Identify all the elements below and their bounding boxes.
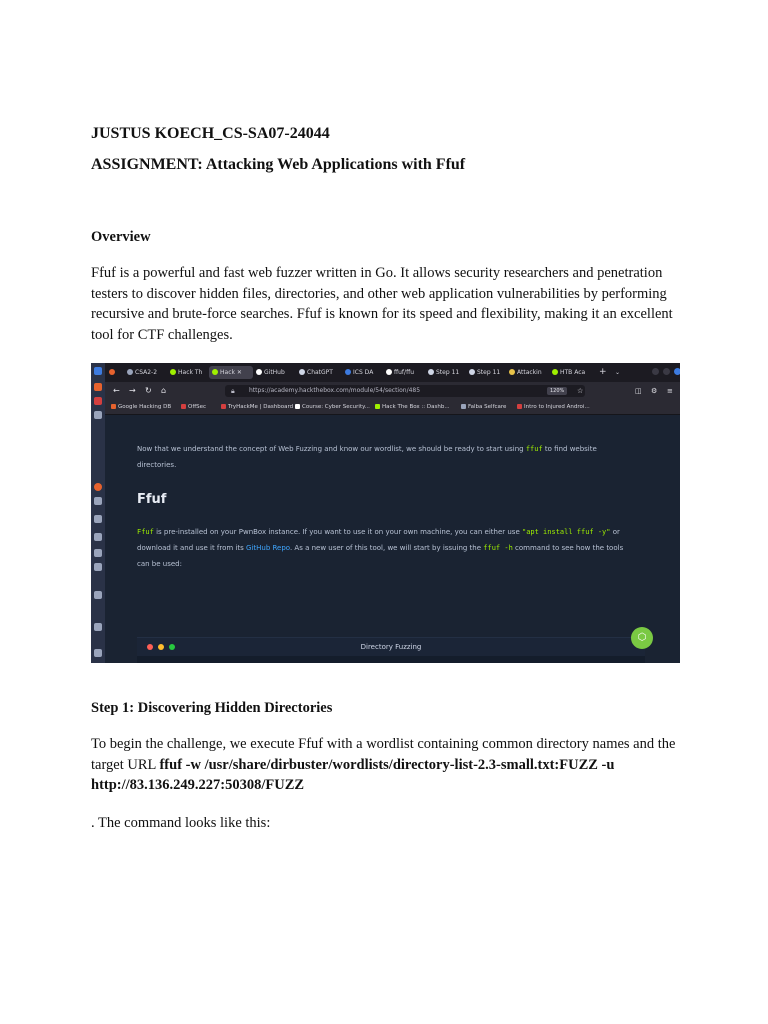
bookmark-course-cyber-security[interactable]: Course: Cyber Security... [295, 400, 370, 414]
status-icon [94, 533, 102, 541]
terminal-icon [94, 497, 102, 505]
extensions-icon[interactable]: ⚙ [651, 387, 658, 395]
overview-heading: Overview [91, 229, 151, 245]
url-text: https://academy.hackthebox.com/module/54/section/485 [249, 387, 421, 394]
tab-hack-the-box[interactable]: Hack Th [170, 366, 208, 379]
tab-csa2[interactable]: CSA2-2 [127, 366, 165, 379]
os-dock [91, 363, 105, 663]
url-bar[interactable] [225, 385, 585, 397]
forward-icon[interactable]: → [129, 386, 136, 395]
battery-icon [94, 563, 102, 571]
intro-paragraph: Now that we understand the concept of Web Fuzzing and know our wordlist, we should be ready to start using ffuf to find website directories. [137, 445, 597, 469]
bookmark-falba-selfcare[interactable]: Falba Selfcare [461, 400, 506, 414]
bookmark-hack-the-box[interactable]: Hack The Box :: Dashb... [375, 400, 450, 414]
new-tab-icon[interactable]: + [599, 367, 607, 377]
firefox-icon [94, 383, 102, 391]
window-icon [94, 515, 102, 523]
ffuf-command: ffuf -w /usr/share/dirbuster/wordlists/directory-list-2.3-small.txt:FUZZ -u http://83.136.249.227:50308/FUZZ [91, 756, 615, 793]
overview-paragraph: Ffuf is a powerful and fast web fuzzer written in Go. It allows security researchers and penetration testers to discover hidden files, directories, and other web application vulnerabilities by performing recursive and brute-force searches. Ffuf is known for its speed and flexibility, making it an excellent tool for CTF challenges. [91, 265, 673, 343]
app-icon [94, 397, 102, 405]
terminal-title-bar [137, 638, 645, 656]
page-content [105, 415, 680, 663]
author-line: JUSTUS KOECH_CS-SA07-24044 [91, 125, 330, 142]
bookmark-offsec[interactable]: OffSec [181, 400, 206, 414]
browser-nav-bar [105, 382, 680, 400]
tab-step-11-b[interactable]: Step 11 [469, 366, 507, 379]
reload-icon[interactable]: ↻ [145, 386, 152, 395]
embedded-screenshot [91, 363, 680, 663]
clock-icon [94, 623, 102, 631]
assignment-title: ASSIGNMENT: Attacking Web Applications with Ffuf [91, 156, 466, 173]
firefox-icon [94, 483, 102, 491]
tab-ffuf[interactable]: ffuf/ffu [386, 366, 424, 379]
browser-tab-bar [105, 363, 680, 382]
tab-htb-academy[interactable]: HTB Aca [552, 366, 596, 379]
bookmark-star-icon[interactable]: ☆ [577, 387, 584, 395]
app-menu-icon [94, 367, 102, 375]
pocket-icon[interactable]: ◫ [635, 387, 642, 395]
terminal-block [137, 637, 645, 663]
tab-chatgpt[interactable]: ChatGPT [299, 366, 343, 379]
github-repo-link[interactable]: GitHub Repo [246, 544, 290, 552]
lock-icon: 🔒︎ [231, 387, 235, 395]
power-icon [94, 649, 102, 657]
step1-heading: Step 1: Discovering Hidden Directories [91, 700, 333, 716]
bookmark-tryhackme[interactable]: TryHackMe | Dashboard [221, 400, 293, 414]
step1-followup: . The command looks like this: [91, 815, 271, 831]
tab-github[interactable]: GitHub [256, 366, 294, 379]
tab-attacking[interactable]: Attackin [509, 366, 549, 379]
step1-paragraph: To begin the challenge, we execute Ffuf with a wordlist containing common directory names and the target URL ffuf -w /usr/share/dirbuster/wordlists/directory-list-2.3-small.txt:FUZZ -u http://83.136.249.227:50308/FUZZ [91, 736, 676, 793]
cube-action-icon[interactable]: ⬡ [631, 627, 653, 649]
close-window-icon[interactable] [674, 368, 680, 375]
bookmark-intro-injured-android[interactable]: Intro to Injured Androi... [517, 400, 590, 414]
bookmark-google-hacking-db[interactable]: Google Hacking DB [111, 400, 171, 414]
zoom-level[interactable]: 120% [547, 387, 567, 395]
tab-hack-active[interactable]: Hack ✕ [209, 366, 253, 379]
tab-list-chevron-icon[interactable]: ⌄ [615, 369, 621, 376]
back-icon[interactable]: ← [113, 386, 120, 395]
install-paragraph: Ffuf is pre-installed on your PwnBox instance. If you want to use it on your own machine, you can either use "apt install ffuf -y" or download it and use it from its GitHub Repo. As a new user of this tool, we will start by issuing the ffuf -h command to see how the tools can be used: [137, 528, 624, 568]
home-icon[interactable]: ⌂ [161, 386, 167, 395]
volume-icon [94, 549, 102, 557]
firefox-view-icon[interactable] [109, 366, 119, 379]
section-title: Ffuf [137, 492, 167, 507]
maximize-icon[interactable] [663, 368, 670, 375]
app-icon [94, 411, 102, 419]
terminal-title: Directory Fuzzing [360, 643, 422, 651]
network-icon [94, 591, 102, 599]
bookmarks-bar [105, 400, 680, 415]
minimize-icon[interactable] [652, 368, 659, 375]
menu-icon[interactable]: ≡ [667, 387, 673, 395]
tab-step-11-a[interactable]: Step 11 [428, 366, 466, 379]
tab-ics-da[interactable]: ICS DA [345, 366, 383, 379]
